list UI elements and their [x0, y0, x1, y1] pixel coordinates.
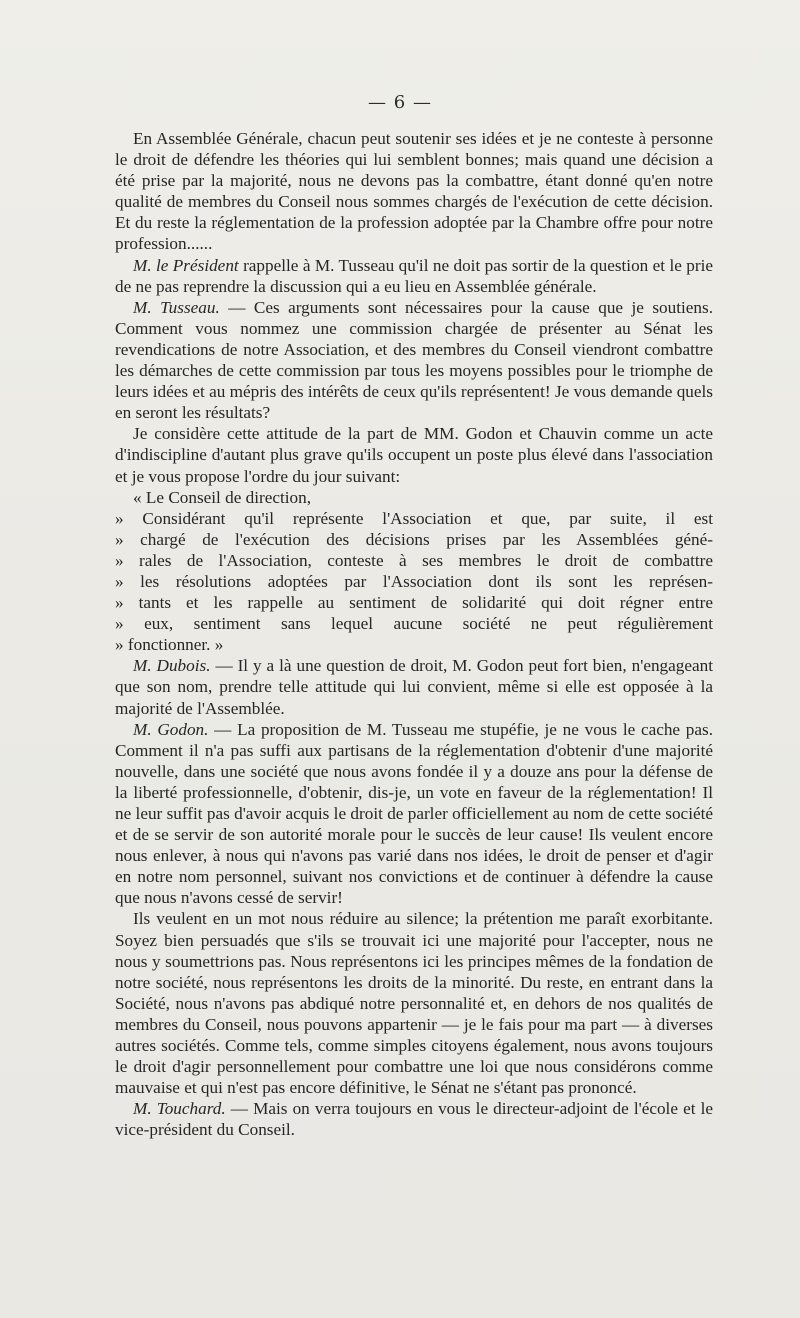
motion-line-2: » Considérant qu'il représente l'Association et que, par suite, il est — [115, 508, 713, 528]
paragraph-3 — [115, 297, 713, 424]
motion-line-7: » eux, sentiment sans lequel aucune société ne peut régulièrement — [115, 614, 713, 634]
motion-line-6: » tants et les rappelle au sentiment de solidarité qui doit régner entre — [115, 593, 713, 613]
body-text — [115, 128, 713, 1141]
page-number: — 6 — — [368, 92, 432, 113]
motion-block — [115, 487, 713, 656]
speaker-godon: M. Godon. — [133, 719, 209, 739]
speaker-tusseau: M. Tusseau. — [133, 297, 220, 317]
paragraph-4-text: Je considère cette attitude de la part de MM. Godon et Chauvin comme un acte d'indiscipline d'autant plus grave qu'ils occupent un poste plus élevé dans l'association et je vous propose l'ordre du jour suivant: — [115, 424, 713, 486]
paragraph-4 — [115, 423, 713, 486]
paragraph-7 — [115, 908, 713, 1098]
paragraph-7-text: Ils veulent en un mot nous réduire au silence; la prétention me paraît exorbitante. Soyez bien persuadés que s'ils se trouvait ici une majorité pour l'accepter, nous ne nous y soumettrions pas. Nous représentons ici les principes mêmes de la fondation de notre société, nous représentons les droits de la minorité. Du reste, en entrant dans la Société, nous n'avons pas abdiqué notre personnalité et, en dehors de nos qualités de membres du Conseil, nous pouvons appartenir — je le fais pour ma part — à diverses autres sociétés. Comme tels, comme simples citoyens également, nous avons toujours le droit d'agir personnellement pour combattre une loi que nous considérons comme mauvaise et qui n'est pas encore définitive, le Sénat ne s'étant pas prononcé. — [115, 909, 713, 1098]
paragraph-6-text: — La proposition de M. Tusseau me stupéfie, je ne vous le cache pas. Comment il n'a pas suffi aux partisans de la réglementation d'obtenir d'une majorité nouvelle, dans une société que nous avons fondée il y a douze ans pour la défense de la liberté professionnelle, d'obtenir, dis-je, un vote en faveur de la réglementation! Il ne leur suffit pas d'avoir acquis le droit de parler officiellement au nom de cette société et de se servir de son autorité morale pour le succès de leur cause! Ils veulent encore nous enlever, à nous qui n'avons pas varié dans nos idées, le droit de penser et d'agir en notre nom personnel, suivant nos convictions et de continuer à défendre la cause que nous n'avons cessé de servir! — [115, 719, 714, 908]
paragraph-1-text: En Assemblée Générale, chacun peut soutenir ses idées et je ne conteste à personne le droit de défendre les théories qui lui semblent bonnes; mais quand une décision a été prise par la majorité, nous ne devons pas la combattre, étant donné qu'en notre qualité de membres du Conseil nous sommes chargés de l'exécution de cette décision. Et du reste la réglementation de la profession adoptée par la Chambre offre pour notre profession...... — [115, 129, 713, 254]
paragraph-1 — [115, 128, 713, 255]
paragraph-5 — [115, 655, 713, 718]
motion-line-8: » fonctionner. » — [115, 635, 224, 655]
speaker-president: M. le Président — [133, 255, 239, 275]
paragraph-3-text: — Ces arguments sont nécessaires pour la cause que je soutiens. Comment vous nommez une commission chargée de présenter au Sénat les revendications de notre Association, et des membres du Conseil viendront combattre les démarches de cette commission par tous les moyens possibles pour le triomphe de leurs idées et au mépris des intérêts de ceux qu'ils représentent! Je vous demande quels en seront les résultats? — [115, 297, 714, 423]
speaker-dubois: M. Dubois. — [133, 656, 211, 676]
motion-line-5: » les résolutions adoptées par l'Association dont ils sont les représen- — [115, 571, 713, 591]
paragraph-5-text: — Il y a là une question de droit, M. Godon peut fort bien, n'engageant que son nom, prendre telle attitude qui lui convient, même si elle est opposée à la majorité de l'Assemblée. — [115, 656, 713, 718]
paragraph-6 — [115, 719, 713, 909]
paragraph-8 — [115, 1098, 713, 1140]
motion-line-4: » rales de l'Association, conteste à ses membres le droit de combattre — [115, 550, 713, 570]
paragraph-2-text: rappelle à M. Tusseau qu'il ne doit pas sortir de la question et le prie de ne pas reprendre la discussion qui a eu lieu en Assemblée générale. — [115, 255, 713, 296]
motion-line-3: » chargé de l'exécution des décisions prises par les Assemblées géné- — [115, 529, 713, 549]
motion-line-1: « Le Conseil de direction, — [133, 487, 312, 507]
speaker-touchard: M. Touchard. — [133, 1099, 226, 1119]
paragraph-2 — [115, 255, 713, 297]
paragraph-8-text: — Mais on verra toujours en vous le directeur-adjoint de l'école et le vice-président du Conseil. — [115, 1099, 713, 1140]
